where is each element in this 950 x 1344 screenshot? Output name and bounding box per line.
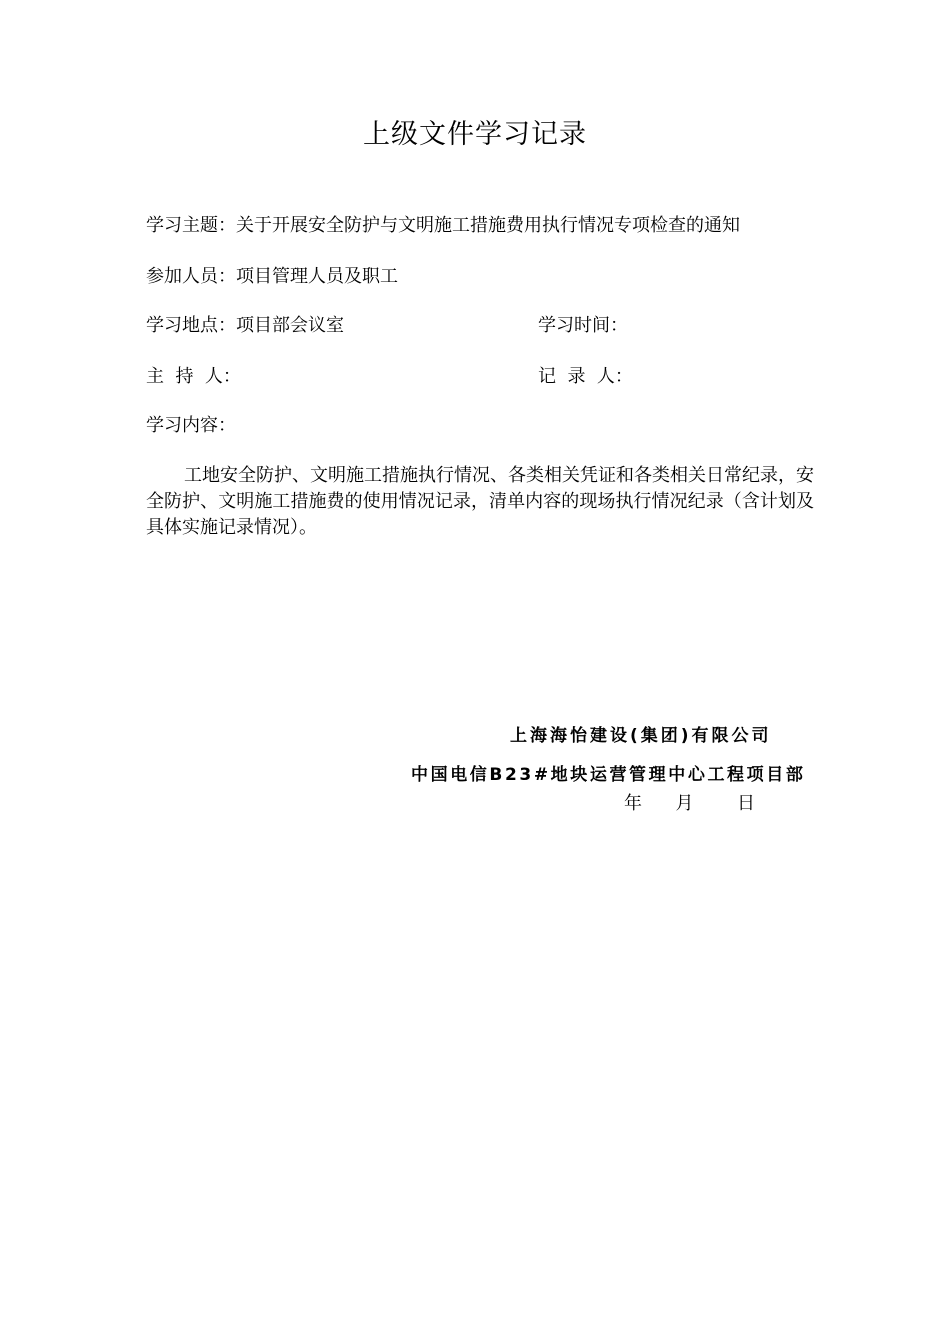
study-location: 学习地点：项目部会议室 <box>146 315 344 336</box>
year-label: 年 <box>624 793 642 814</box>
content-label: 学习内容： <box>146 415 236 436</box>
day-label: 日 <box>736 793 755 814</box>
project-department: 中国电信B23#地块运营管理中心工程项目部 <box>411 765 806 785</box>
company-name: 上海海怡建设(集团)有限公司 <box>510 726 772 746</box>
page-title: 上级文件学习记录 <box>363 119 587 150</box>
recorder-label: 记 录 人： <box>538 366 633 387</box>
month-label: 月 <box>675 793 694 814</box>
participants: 参加人员：项目管理人员及职工 <box>146 266 398 287</box>
date-line <box>624 789 755 815</box>
study-content: 工地安全防护、文明施工措施执行情况、各类相关凭证和各类相关日常纪录，安全防护、文明施工措施费的使用情况记录，清单内容的现场执行情况纪录（含计划及具体实施记录情况）。 <box>146 465 814 538</box>
study-time: 学习时间： <box>538 315 628 336</box>
host-label: 主 持 人： <box>146 366 241 387</box>
study-topic: 学习主题：关于开展安全防护与文明施工措施费用执行情况专项检查的通知 <box>146 215 740 236</box>
